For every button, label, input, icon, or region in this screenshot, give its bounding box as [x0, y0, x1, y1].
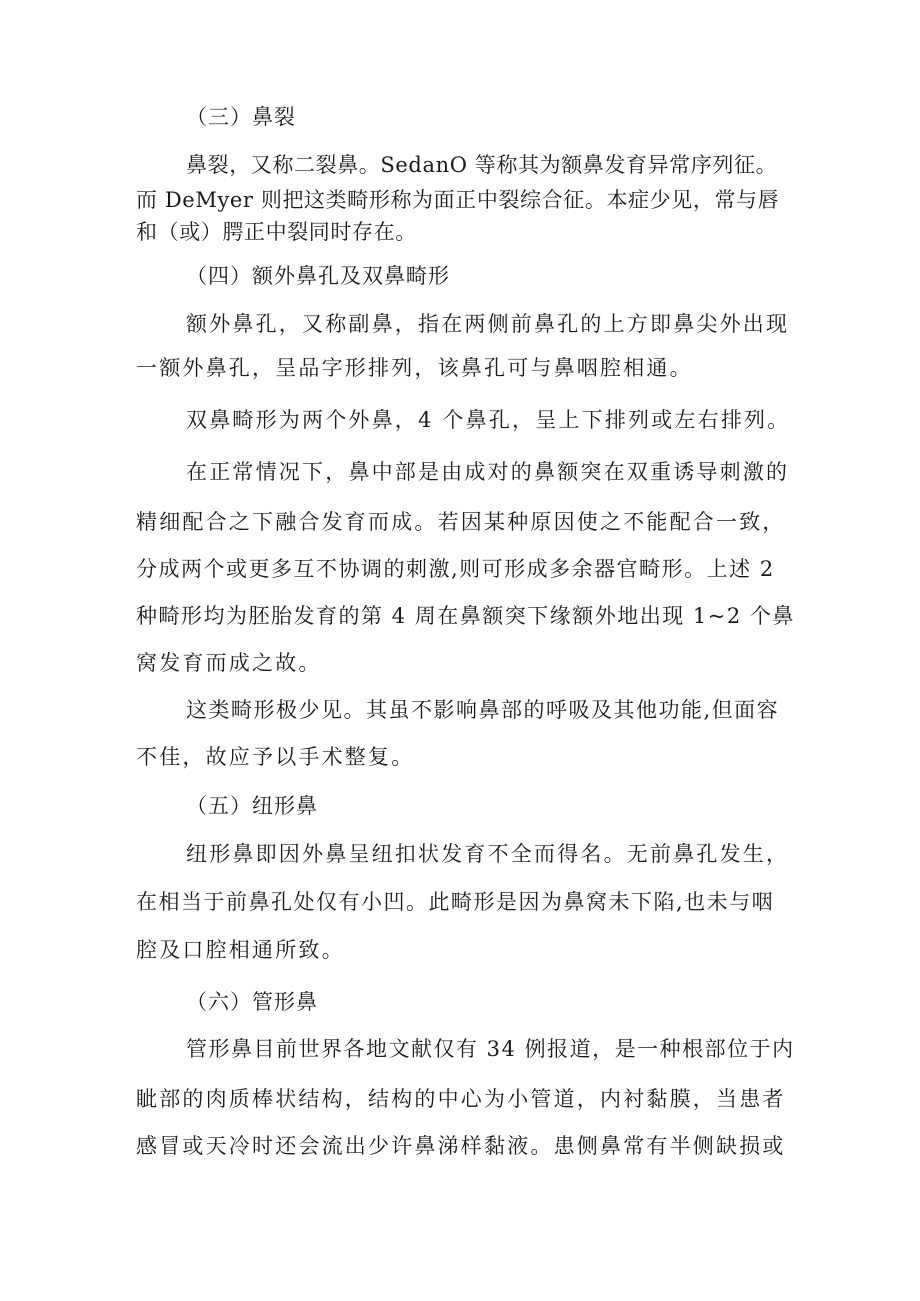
section-heading-4: （四）额外鼻孔及双鼻畸形: [186, 264, 450, 288]
paragraph-line: 而 DeMyer 则把这类畸形称为面正中裂综合征。本症少见，常与唇: [136, 188, 780, 212]
paragraph-line: 眦部的肉质棒状结构，结构的中心为小管道，内衬黏膜，当患者: [136, 1087, 786, 1111]
paragraph-line: 在相当于前鼻孔处仅有小凹。此畸形是因为鼻窝未下陷,也未与咽: [136, 890, 775, 914]
paragraph-line: 窝发育而成之故。: [136, 651, 322, 675]
paragraph-line: 管形鼻目前世界各地文献仅有 34 例报道，是一种根部位于内: [186, 1037, 795, 1061]
paragraph-line: 在正常情况下，鼻中部是由成对的鼻额突在双重诱导刺激的: [186, 460, 790, 484]
paragraph-line: 纽形鼻即因外鼻呈纽扣状发育不全而得名。无前鼻孔发生，: [186, 842, 790, 866]
paragraph-line: 不佳，故应予以手术整复。: [136, 745, 415, 769]
paragraph-line: 腔及口腔相通所致。: [136, 938, 345, 962]
paragraph-line: 双鼻畸形为两个外鼻，4 个鼻孔，呈上下排列或左右排列。: [186, 408, 791, 432]
paragraph-line: 这类畸形极少见。其虽不影响鼻部的呼吸及其他功能,但面容: [186, 698, 780, 722]
paragraph-line: 额外鼻孔，又称副鼻，指在两侧前鼻孔的上方即鼻尖外出现: [186, 312, 790, 336]
section-heading-5: （五）纽形鼻: [186, 794, 318, 818]
section-heading-3: （三）鼻裂: [186, 105, 296, 129]
paragraph-line: 种畸形均为胚胎发育的第 4 周在鼻额突下缘额外地出现 1~2 个鼻: [136, 604, 795, 628]
paragraph-line: 精细配合之下融合发育而成。若因某种原因使之不能配合一致，: [136, 510, 786, 534]
paragraph-line: 一额外鼻孔，呈品字形排列，该鼻孔可与鼻咽腔相通。: [136, 356, 693, 380]
section-heading-6: （六）管形鼻: [186, 990, 318, 1014]
paragraph-line: 鼻裂，又称二裂鼻。SedanO 等称其为额鼻发育异常序列征。: [186, 153, 778, 177]
paragraph-line: 和（或）腭正中裂同时存在。: [136, 220, 417, 244]
paragraph-line: 分成两个或更多互不协调的刺激,则可形成多余器官畸形。上述 2: [136, 557, 775, 581]
paragraph-line: 感冒或天冷时还会流出少许鼻涕样黏液。患侧鼻常有半侧缺损或: [136, 1134, 786, 1158]
